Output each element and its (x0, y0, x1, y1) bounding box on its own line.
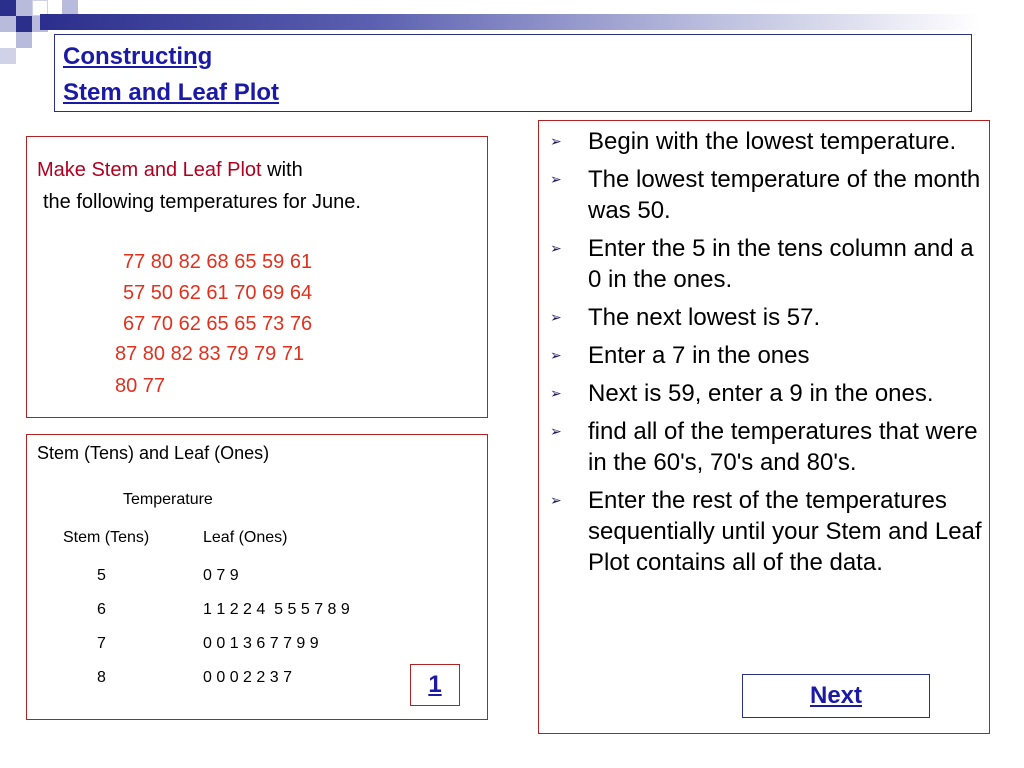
leaf-value: 1 1 2 2 4 5 5 5 7 8 9 (203, 601, 350, 618)
intro-box (26, 136, 488, 418)
stem-value: 6 (97, 601, 106, 618)
leaf-header: Leaf (Ones) (203, 529, 288, 546)
list-item (548, 378, 984, 409)
instruction-text: find all of the temperatures that were in the 60's, 70's and 80's. (588, 418, 978, 476)
intro-rest: with (261, 159, 303, 181)
arrow-bullet-icon: ➢ (550, 171, 562, 187)
instruction-text: Enter a 7 in the ones (588, 342, 810, 369)
temperature-line: 57 50 62 61 70 69 64 (123, 282, 313, 304)
temperature-line: 87 80 82 83 79 79 71 (115, 343, 305, 365)
arrow-bullet-icon: ➢ (550, 385, 562, 401)
leaf-value: 0 0 1 3 6 7 7 9 9 (203, 635, 319, 652)
arrow-bullet-icon: ➢ (550, 347, 562, 363)
intro-highlight: Make Stem and Leaf Plot (37, 159, 262, 181)
decor-square (16, 32, 32, 48)
list-item (548, 302, 984, 333)
decor-square (0, 0, 16, 16)
list-item (548, 164, 984, 226)
plot-caption: Temperature (123, 491, 213, 508)
stem-value: 5 (97, 567, 106, 584)
plot-heading: Stem (Tens) and Leaf (Ones) (37, 443, 270, 463)
instruction-text: Enter the rest of the temperatures sequentially until your Stem and Leaf Plot contains all of the data. (588, 487, 982, 576)
list-item (548, 416, 984, 478)
arrow-bullet-icon: ➢ (550, 133, 562, 149)
leaf-value: 0 0 0 2 2 3 7 (203, 669, 292, 686)
instruction-text: Enter the 5 in the tens column and a 0 in the ones. (588, 235, 974, 293)
leaf-value: 0 7 9 (203, 567, 239, 584)
instruction-text: The next lowest is 57. (588, 304, 821, 331)
header-gradient-band (40, 14, 980, 30)
title-line-1[interactable]: Constructing (63, 43, 213, 70)
next-button[interactable]: Next (742, 674, 930, 718)
decor-square (16, 0, 32, 16)
stem-header: Stem (Tens) (63, 529, 150, 546)
title-line-2[interactable]: Stem and Leaf Plot (63, 79, 280, 106)
decor-square (16, 16, 32, 32)
page-number-link[interactable]: 1 (410, 664, 460, 706)
instruction-text: Next is 59, enter a 9 in the ones. (588, 380, 934, 407)
arrow-bullet-icon: ➢ (550, 240, 562, 256)
list-item (548, 340, 984, 371)
list-item (548, 126, 984, 157)
instruction-text: Begin with the lowest temperature. (588, 128, 957, 155)
instruction-text: The lowest temperature of the month was 50. (588, 166, 981, 224)
arrow-bullet-icon: ➢ (550, 309, 562, 325)
stem-value: 7 (97, 635, 106, 652)
temperature-line: 67 70 62 65 65 73 76 (123, 313, 313, 335)
intro-line-2: the following temperatures for June. (43, 191, 361, 213)
title-box (54, 34, 972, 112)
temperature-line: 80 77 (115, 375, 166, 397)
list-item (548, 233, 984, 295)
intro-line-1 (37, 159, 303, 182)
decor-square (0, 48, 16, 64)
decor-square (0, 16, 16, 32)
instructions-list (548, 126, 984, 585)
stem-value: 8 (97, 669, 106, 686)
arrow-bullet-icon: ➢ (550, 492, 562, 508)
arrow-bullet-icon: ➢ (550, 423, 562, 439)
list-item (548, 485, 984, 578)
temperature-line: 77 80 82 68 65 59 61 (123, 251, 313, 273)
